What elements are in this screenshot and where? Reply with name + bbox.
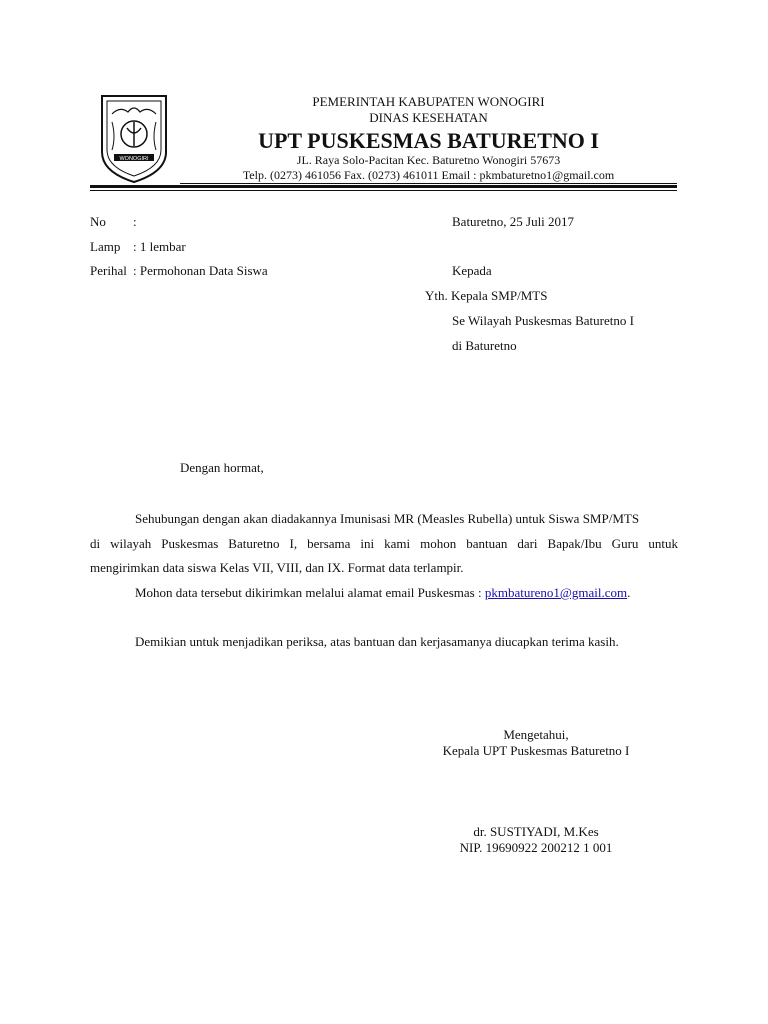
regency-emblem-logo	[98, 92, 170, 184]
paragraph2-text: Mohon data tersebut dikirimkan melalui alamat email Puskesmas :	[135, 585, 485, 600]
meta-perihal-value: : Permohonan Data Siswa	[133, 263, 268, 278]
logo-lettering: WONOGIRI	[119, 156, 149, 162]
letterhead-department: DINAS KESEHATAN	[369, 110, 488, 125]
letterhead-divider-thin	[90, 190, 677, 191]
paragraph1-line2: di wilayah Puskesmas Baturetno I, bersama ini kami mohon bantuan dari Bapak/Ibu Guru untuk	[90, 536, 678, 551]
letter-date: Baturetno, 25 Juli 2017	[452, 214, 575, 229]
letterhead-divider-thick	[90, 185, 677, 188]
paragraph1-line1: Sehubungan dengan akan diadakannya Imunisasi MR (Measles Rubella) untuk Siswa SMP/MTS	[135, 511, 640, 526]
meta-no-label: No	[90, 214, 106, 229]
email-link[interactable]: pkmbatureno1@gmail.com	[484, 585, 628, 600]
paragraph2	[135, 585, 630, 601]
letterhead-address: JL. Raya Solo-Pacitan Kec. Baturetno Wonogiri 57673	[296, 153, 561, 167]
letterhead-contact: Telp. (0273) 461056 Fax. (0273) 461011 Email : pkmbaturetno1@gmail.com	[242, 168, 615, 182]
signature-position: Kepala UPT Puskesmas Baturetno I	[442, 743, 630, 758]
meta-lamp-label: Lamp	[90, 239, 121, 254]
letterhead-title: UPT PUSKESMAS BATURETNO I	[258, 128, 599, 153]
recipient-area: Se Wilayah Puskesmas Baturetno I	[452, 313, 634, 328]
recipient-place: di Baturetno	[452, 338, 517, 353]
recipient-yth: Yth. Kepala SMP/MTS	[425, 288, 548, 303]
meta-no-value: :	[133, 214, 137, 229]
letterhead-divider-thin-top	[180, 183, 677, 184]
paragraph1-line3: mengirimkan data siswa Kelas VII, VIII, dan IX. Format data terlampir.	[90, 560, 464, 575]
signature-nip: NIP. 19690922 200212 1 001	[459, 840, 613, 855]
closing-paragraph: Demikian untuk menjadikan periksa, atas bantuan dan kerjasamanya diucapkan terima kasih.	[135, 634, 619, 649]
signature-mengetahui: Mengetahui,	[503, 727, 569, 742]
greeting: Dengan hormat,	[180, 460, 264, 475]
meta-lamp-value: : 1 lembar	[133, 239, 186, 254]
recipient-kepada: Kepada	[452, 263, 492, 278]
signature-name: dr. SUSTIYADI, M.Kes	[473, 824, 599, 839]
letterhead-government: PEMERINTAH KABUPATEN WONOGIRI	[312, 94, 545, 109]
meta-perihal-label: Perihal	[90, 263, 127, 278]
paragraph2-end: .	[627, 585, 631, 600]
